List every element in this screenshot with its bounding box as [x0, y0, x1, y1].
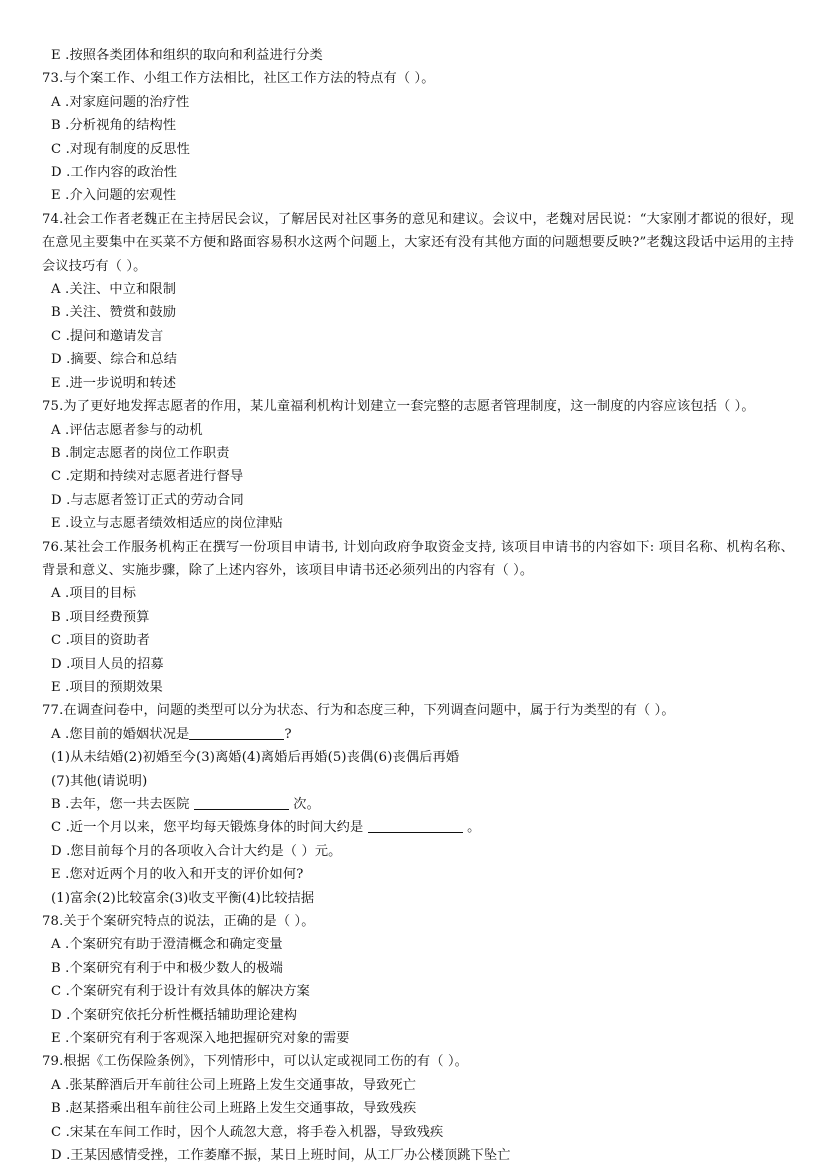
question-stem: 74.社会工作者老魏正在主持居民会议，了解居民对社区事务的意见和建议。会议中，老魏对居民说：“大家刚才都说的很好，现在意见主要集中在买菜不方便和路面容易积水这两个问题上，大家还有没有其他方面的问题想要反映?”老魏这段话中运用的主持会议技巧有（ ）。: [42, 211, 794, 274]
option-item: E .介入问题的宏观性: [51, 188, 177, 204]
option-item: D .个案研究依托分析性概括辅助理论建构: [51, 1007, 298, 1023]
option-item: E .按照各类团体和组织的取向和利益进行分类: [51, 48, 323, 63]
option-item: B .赵某搭乘出租车前往公司上班路上发生交通事故，导致残疾: [51, 1101, 417, 1117]
question-stem: 75.为了更好地发挥志愿者的作用，某儿童福利机构计划建立一套完整的志愿者管理制度，这一制度的内容应该包括（ ）。: [42, 399, 755, 415]
fill-in-blank: [194, 809, 289, 810]
option-item: E .项目的预期效果: [51, 679, 163, 695]
option-text: A .您目前的婚姻状况是: [51, 726, 190, 742]
document-body: [42, 44, 794, 1168]
option-item: D .与志愿者签订正式的劳动合同: [51, 492, 244, 508]
option-item: C .定期和持续对志愿者进行督导: [51, 469, 244, 485]
question-stem: 76.某社会工作服务机构正在撰写一份项目申请书, 计划向政府争取资金支持, 该项目申请书的内容如下: 项目名称、机构名称、背景和意义、实施步骤，除了上述内容外，该项目申请书还必须列出的内容有（ ）。: [42, 539, 794, 578]
option-text-tail: ?: [284, 726, 292, 742]
option-item: C .宋某在车间工作时，因个人疏忽大意，将手卷入机器，导致残疾: [51, 1124, 444, 1140]
option-item: E .您对近两个月的收入和开支的评价如何?: [51, 867, 304, 883]
option-text-tail: 次。: [288, 797, 320, 812]
question-stem: 78.关于个案研究特点的说法，正确的是（ ）。: [42, 914, 315, 930]
option-item: C .对现有制度的反思性: [51, 141, 190, 157]
option-item: B .制定志愿者的岗位工作职责: [51, 445, 230, 461]
option-item: B .个案研究有利于中和极少数人的极端: [51, 960, 283, 976]
option-item: C .个案研究有利于设计有效具体的解决方案: [51, 984, 310, 1000]
option-item: D .王某因感情受挫，工作萎靡不振，某日上班时间，从工厂办公楼顶跳下坠亡: [51, 1148, 511, 1164]
option-item: B .项目经费预算: [51, 609, 150, 625]
option-item: E .个案研究有利于客观深入地把握研究对象的需要: [51, 1031, 350, 1047]
option-item: A .关注、中立和限制: [51, 282, 177, 298]
sub-enumeration: (1)富余(2)比较富余(3)收支平衡(4)比较拮据: [51, 890, 315, 906]
fill-in-blank: [189, 739, 284, 740]
question-stem: 73.与个案工作、小组工作方法相比，社区工作方法的特点有（ ）。: [42, 71, 435, 87]
option-item: A .评估志愿者参与的动机: [51, 422, 203, 438]
option-item: E .进一步说明和转述: [51, 375, 177, 391]
option-item: B .关注、赞赏和鼓励: [51, 305, 177, 321]
option-item: D .您目前每个月的各项收入合计大约是（ ）元。: [51, 843, 342, 859]
option-item: D .项目人员的招募: [51, 656, 164, 672]
sub-enumeration: (1)从未结婚(2)初婚至今(3)离婚(4)离婚后再婚(5)丧偶(6)丧偶后再婚: [51, 750, 460, 766]
option-text-tail: 。: [462, 820, 481, 836]
option-text: B .去年，您一共去医院: [51, 797, 194, 812]
option-item: C .提问和邀请发言: [51, 328, 164, 344]
option-item-with-blank: [42, 723, 794, 746]
question-stem: 77.在调查问卷中，问题的类型可以分为状态、行为和态度三种，下列调查问题中，属于行为类型的有（ ）。: [42, 703, 675, 719]
fill-in-blank: [368, 832, 463, 833]
option-item: A .张某醉酒后开车前往公司上班路上发生交通事故，导致死亡: [51, 1077, 417, 1093]
option-text: C .近一个月以来，您平均每天锻炼身体的时间大约是: [51, 820, 368, 836]
sub-enumeration: (7)其他(请说明): [51, 773, 148, 789]
option-item: E .设立与志愿者绩效相适应的岗位津贴: [51, 516, 283, 532]
option-item: D .摘要、综合和总结: [51, 352, 178, 368]
option-item-with-blank: [42, 793, 794, 816]
option-item: A .项目的目标: [51, 586, 137, 602]
question-stem: 79.根据《工伤保险条例》，下列情形中，可以认定或视同工伤的有（ ）。: [42, 1054, 469, 1070]
option-item: B .分析视角的结构性: [51, 118, 177, 134]
option-item: A .对家庭问题的治疗性: [51, 94, 190, 110]
option-item: C .项目的资助者: [51, 633, 150, 649]
option-item: A .个案研究有助于澄清概念和确定变量: [51, 937, 283, 953]
option-item-with-blank: [42, 816, 794, 839]
option-item: D .工作内容的政治性: [51, 165, 178, 181]
